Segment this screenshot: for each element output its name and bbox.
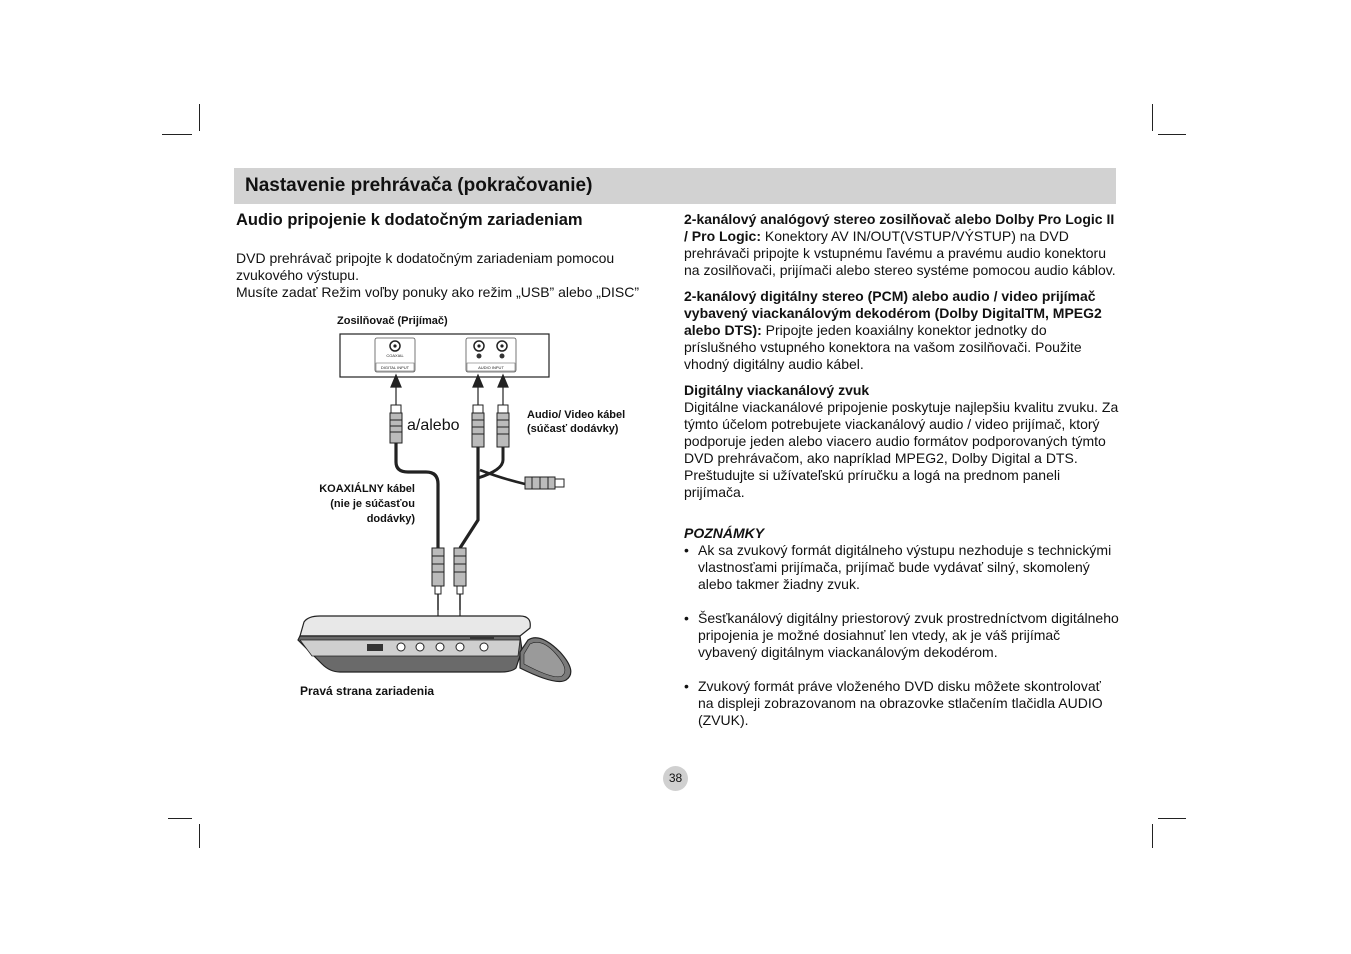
port <box>397 643 405 651</box>
note-item: • Ak sa zvukový formát digitálneho výstupu nezhoduje s technickými vlastnosťami prijímača, prijímač bude vydávať silný, skomolený alebo takmer žiadny zvuk. <box>684 542 1120 593</box>
device-side-label: Pravá strana zariadenia <box>300 684 435 698</box>
av-cable <box>460 447 478 548</box>
page-number: 38 <box>663 766 688 791</box>
paragraph-body: Digitálne viackanálové pripojenie poskytuje najlepšiu kvalitu zvuku. Za týmto účelom potrebujete viackanálový audio / video prijímač, ktorý podporuje jeden alebo viacero audio formátov podporovaných týmto DVD prehrávačom, ako napríklad MPEG2, Dolby Digital a DTS. Preštudujte si užívateľskú príručku a logá na prednom paneli prijímača. <box>684 399 1119 500</box>
port-coaxial <box>436 643 444 651</box>
rca-plug-audio-left-top <box>472 405 484 447</box>
section-title: Audio pripojenie k dodatočným zariadeniam <box>236 211 583 229</box>
page-title: Nastavenie prehrávača (pokračovanie) <box>245 175 593 196</box>
intro-line: Musíte zadať Režim voľby ponuky ako režim „USB” alebo „DISC” <box>236 284 640 300</box>
dvd-player-side <box>298 616 571 682</box>
paragraph-heading: 2-kanálový analógový stereo zosilňovač alebo Dolby Pro Logic II / Pro Logic: <box>684 211 1115 244</box>
paragraph-heading: 2-kanálový digitálny stereo (PCM) alebo audio / video prijímač vybavený viackanálovým dekodérom (Dolby DigitalTM, MPEG2 alebo DTS): <box>684 288 1102 338</box>
coaxial-small-label: COAXIAL <box>386 353 404 358</box>
coax-cable-label-line: dodávky) <box>366 513 415 525</box>
av-cable-label-line: (súčasť dodávky) <box>527 423 619 435</box>
notes-list <box>684 542 1120 729</box>
plug-av-bottom <box>454 548 466 610</box>
coax-cable-label-line: (nie je súčasťou <box>330 498 415 510</box>
paragraph-analog-stereo <box>684 211 1120 279</box>
amplifier-box <box>340 334 549 377</box>
port <box>416 643 424 651</box>
rca-plug-coax-top <box>390 405 402 443</box>
right-column <box>684 211 1120 746</box>
intro-line: DVD prehrávač pripojte k dodatočným zariadeniam pomocou zvukového výstupu. <box>236 250 615 283</box>
port <box>480 643 488 651</box>
note-item: • Šesťkanálový digitálny priestorový zvuk prostredníctvom digitálneho pripojenia je možné dosiahnuť len vtedy, ak je váš prijímač vybavený digitálnym viackanálovým dekodérom. <box>684 610 1120 661</box>
coax-cable <box>396 443 438 548</box>
rca-plug-video-side <box>525 477 564 489</box>
plug-coax-bottom <box>432 548 444 610</box>
paragraph-multichannel <box>684 382 1120 501</box>
rca-plug-audio-right-top <box>497 405 509 447</box>
av-cable-label-line: Audio/ Video kábel <box>527 409 626 421</box>
coax-cable-label-line: KOAXIÁLNY kábel <box>319 483 415 495</box>
note-item: • Zvukový formát práve vloženého DVD disku môžete skontrolovať na displeji zobrazovanom na obrazovke stlačením tlačidla AUDIO (ZVUK). <box>684 678 1120 729</box>
notes-title: POZNÁMKY <box>684 525 765 541</box>
or-label: a/alebo <box>407 417 460 434</box>
paragraph-body: Konektory AV IN/OUT(VSTUP/VÝSTUP) na DVD prehrávači pripojte k vstupnému ľavému a pravému audio konektoru na zosilňovači, prijímači alebo stereo systéme pomocou audio káblov. <box>684 228 1116 278</box>
paragraph-digital-stereo <box>684 288 1120 373</box>
amplifier-label: Zosilňovač (Prijímač) <box>337 315 448 327</box>
paragraph-heading: Digitálny viackanálový zvuk <box>684 382 870 398</box>
paragraph-body: Pripojte jeden koaxiálny konektor jednotky do príslušného vstupného konektora na vašom zosilňovači. Použite vhodný digitálny audio kábel. <box>684 322 1082 372</box>
port-av <box>456 643 464 651</box>
digital-input-small-label: DIGITAL INPUT <box>380 365 410 370</box>
power-switch <box>367 644 383 651</box>
audio-input-small-label: AUDIO INPUT <box>478 365 504 370</box>
